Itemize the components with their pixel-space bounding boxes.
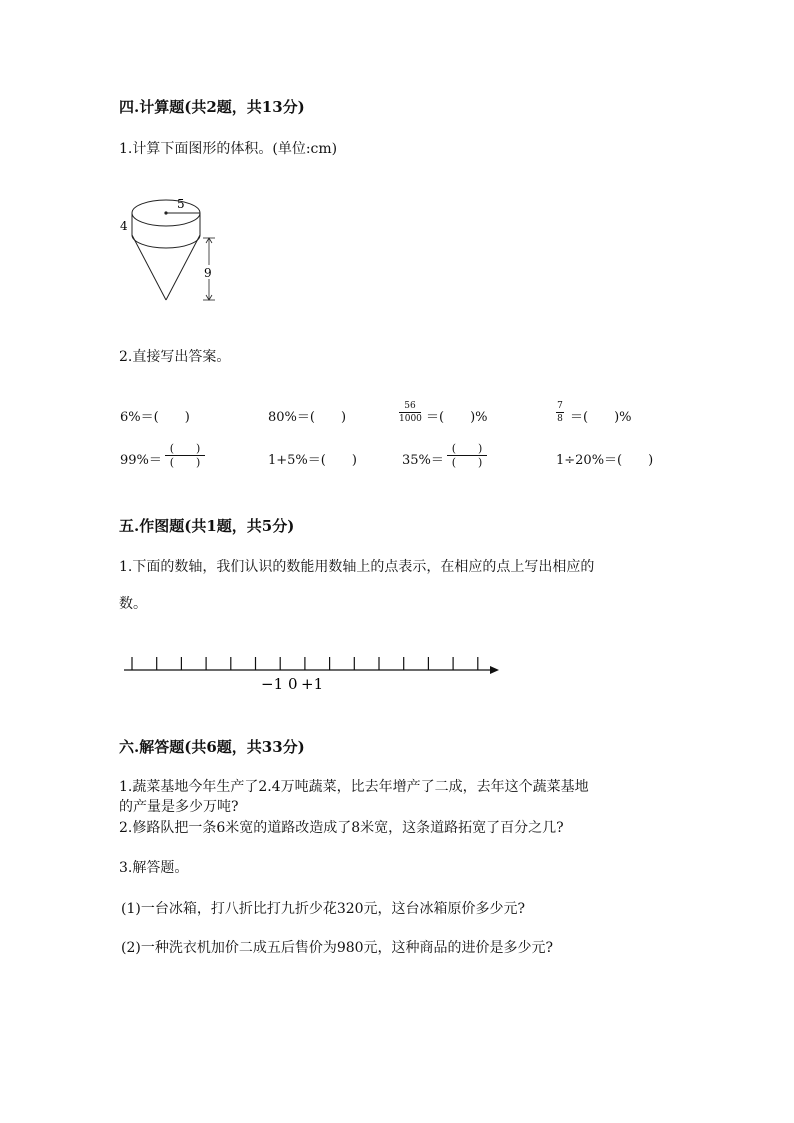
question-5-1-line2: 数。	[119, 596, 147, 612]
fraction-denominator: 8	[557, 414, 563, 424]
fraction-denominator: 1000	[399, 414, 422, 424]
question-6-1-line1: 1.蔬菜基地今年生产了2.4万吨蔬菜，比去年增产了二成，去年这个蔬菜基地	[119, 779, 589, 795]
fraction-56-1000	[399, 401, 421, 424]
axis-label-plus-one: +1	[301, 675, 324, 693]
item-d-rest: ＝( )%	[570, 410, 632, 425]
fraction-blank-g	[447, 443, 487, 468]
item-e-pre: 99%＝	[120, 453, 162, 468]
cylinder-cone-figure	[115, 185, 225, 305]
item-c-rest: ＝( )%	[426, 410, 488, 425]
question-4-2: 2.直接写出答案。	[119, 349, 231, 365]
item-b: 80%＝( )	[268, 410, 347, 425]
section-4-heading: 四.计算题(共2题，共13分)	[119, 98, 305, 116]
fraction-7-8	[556, 401, 564, 424]
section-5-heading: 五.作图题(共1题，共5分)	[119, 517, 295, 535]
item-h: 1÷20%＝( )	[556, 453, 654, 468]
radius-label: 5	[177, 197, 185, 211]
fraction-numerator: 7	[557, 401, 563, 411]
number-line-ticks	[132, 657, 478, 670]
question-6-3-1: (1)一台冰箱，打八折比打九折少花320元，这台冰箱原价多少元?	[121, 901, 526, 917]
item-a: 6%＝( )	[120, 410, 190, 425]
item-g-pre: 35%＝	[402, 453, 444, 468]
axis-label-zero: 0	[288, 675, 298, 693]
question-4-1: 1.计算下面图形的体积。(单位:cm)	[119, 141, 338, 157]
fraction-numerator: ( )	[169, 442, 201, 455]
cone-height-label: 9	[204, 266, 212, 280]
fraction-denominator: ( )	[169, 456, 201, 469]
question-6-1-line2: 的产量是多少万吨?	[119, 799, 239, 815]
number-line	[118, 648, 508, 698]
question-6-3: 3.解答题。	[119, 860, 189, 876]
cylinder-height-label: 4	[120, 219, 128, 233]
fraction-blank-e	[165, 443, 205, 468]
section-6-heading: 六.解答题(共6题，共33分)	[119, 738, 305, 756]
question-6-3-2: (2)一种洗衣机加价二成五后售价为980元，这种商品的进价是多少元?	[121, 940, 554, 956]
question-6-2: 2.修路队把一条6米宽的道路改造成了8米宽，这条道路拓宽了百分之几?	[119, 820, 564, 836]
question-5-1-line1: 1.下面的数轴，我们认识的数能用数轴上的点表示，在相应的点上写出相应的	[119, 559, 595, 575]
axis-label-minus-one: −1	[261, 675, 284, 693]
fraction-numerator: 56	[404, 401, 416, 411]
item-f: 1+5%＝( )	[268, 453, 357, 468]
fraction-numerator: ( )	[451, 442, 483, 455]
axis-arrow-icon	[490, 666, 499, 674]
fraction-denominator: ( )	[451, 456, 483, 469]
